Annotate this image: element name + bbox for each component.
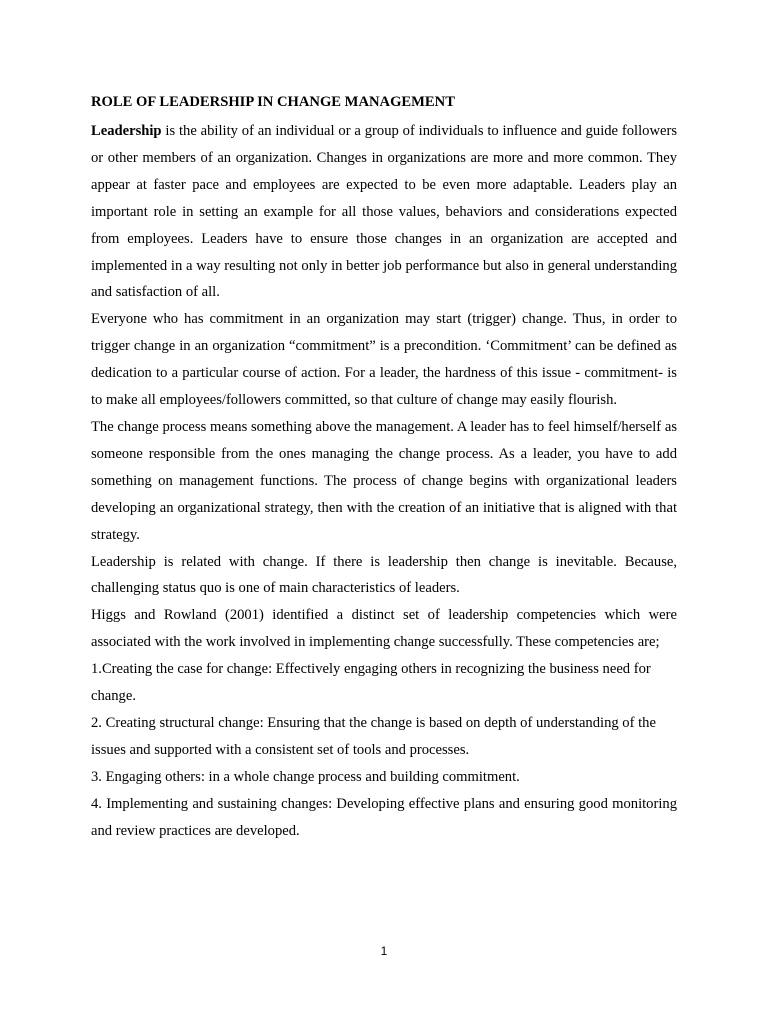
competency-item-3: 3. Engaging others: in a whole change process and building commitment. [91,768,520,785]
document-title: ROLE OF LEADERSHIP IN CHANGE MANAGEMENT [91,94,455,110]
paragraph-change-process: The change process means something above the management. A leader has to feel himself/herself as someone responsible from the ones managing the change process. As a leader, you have to add something on management functions. The process of change begins with organizational leaders developing an organizational strategy, then with the creation of an initiative that is aligned with that strategy. [91,418,677,543]
document-body [91,92,677,844]
competency-item-1: 1.Creating the case for change: Effectively engaging others in recognizing the business need for change. [91,661,651,705]
intro-paragraph [91,118,677,306]
competency-item-4: 4. Implementing and sustaining changes: Developing effective plans and ensuring good monitoring and review practices are developed. [91,795,677,839]
competency-item-2: 2. Creating structural change: Ensuring that the change is based on depth of understanding of the issues and supported with a consistent set of tools and processes. [91,714,656,758]
intro-term: Leadership [91,123,162,139]
intro-text: is the ability of an individual or a group of individuals to influence and guide followers or other members of an organization. Changes in organizations are more and more common. They appear at faster pace and employees are expected to be even more adaptable. Leaders play an important role in setting an example for all those values, behaviors and considerations expected from employees. Leaders have to ensure those changes in an organization are accepted and implemented in a way resulting not only in better job performance but also in general understanding and satisfaction of all. [91,123,677,301]
paragraph-commitment: Everyone who has commitment in an organization may start (trigger) change. Thus, in order to trigger change in an organization “commitment” is a precondition. ‘Commitment’ can be defined as dedication to a particular course of action. For a leader, the hardness of this issue - commitment- is to make all employees/followers committed, so that culture of change may easily flourish. [91,311,677,409]
paragraph-leadership-change: Leadership is related with change. If there is leadership then change is inevitable. Because, challenging status quo is one of main characteristics of leaders. [91,553,677,597]
page-number: 1 [380,944,388,958]
paragraph-competencies-intro: Higgs and Rowland (2001) identified a distinct set of leadership competencies which were associated with the work involved in implementing change successfully. These competencies are; [91,607,677,651]
